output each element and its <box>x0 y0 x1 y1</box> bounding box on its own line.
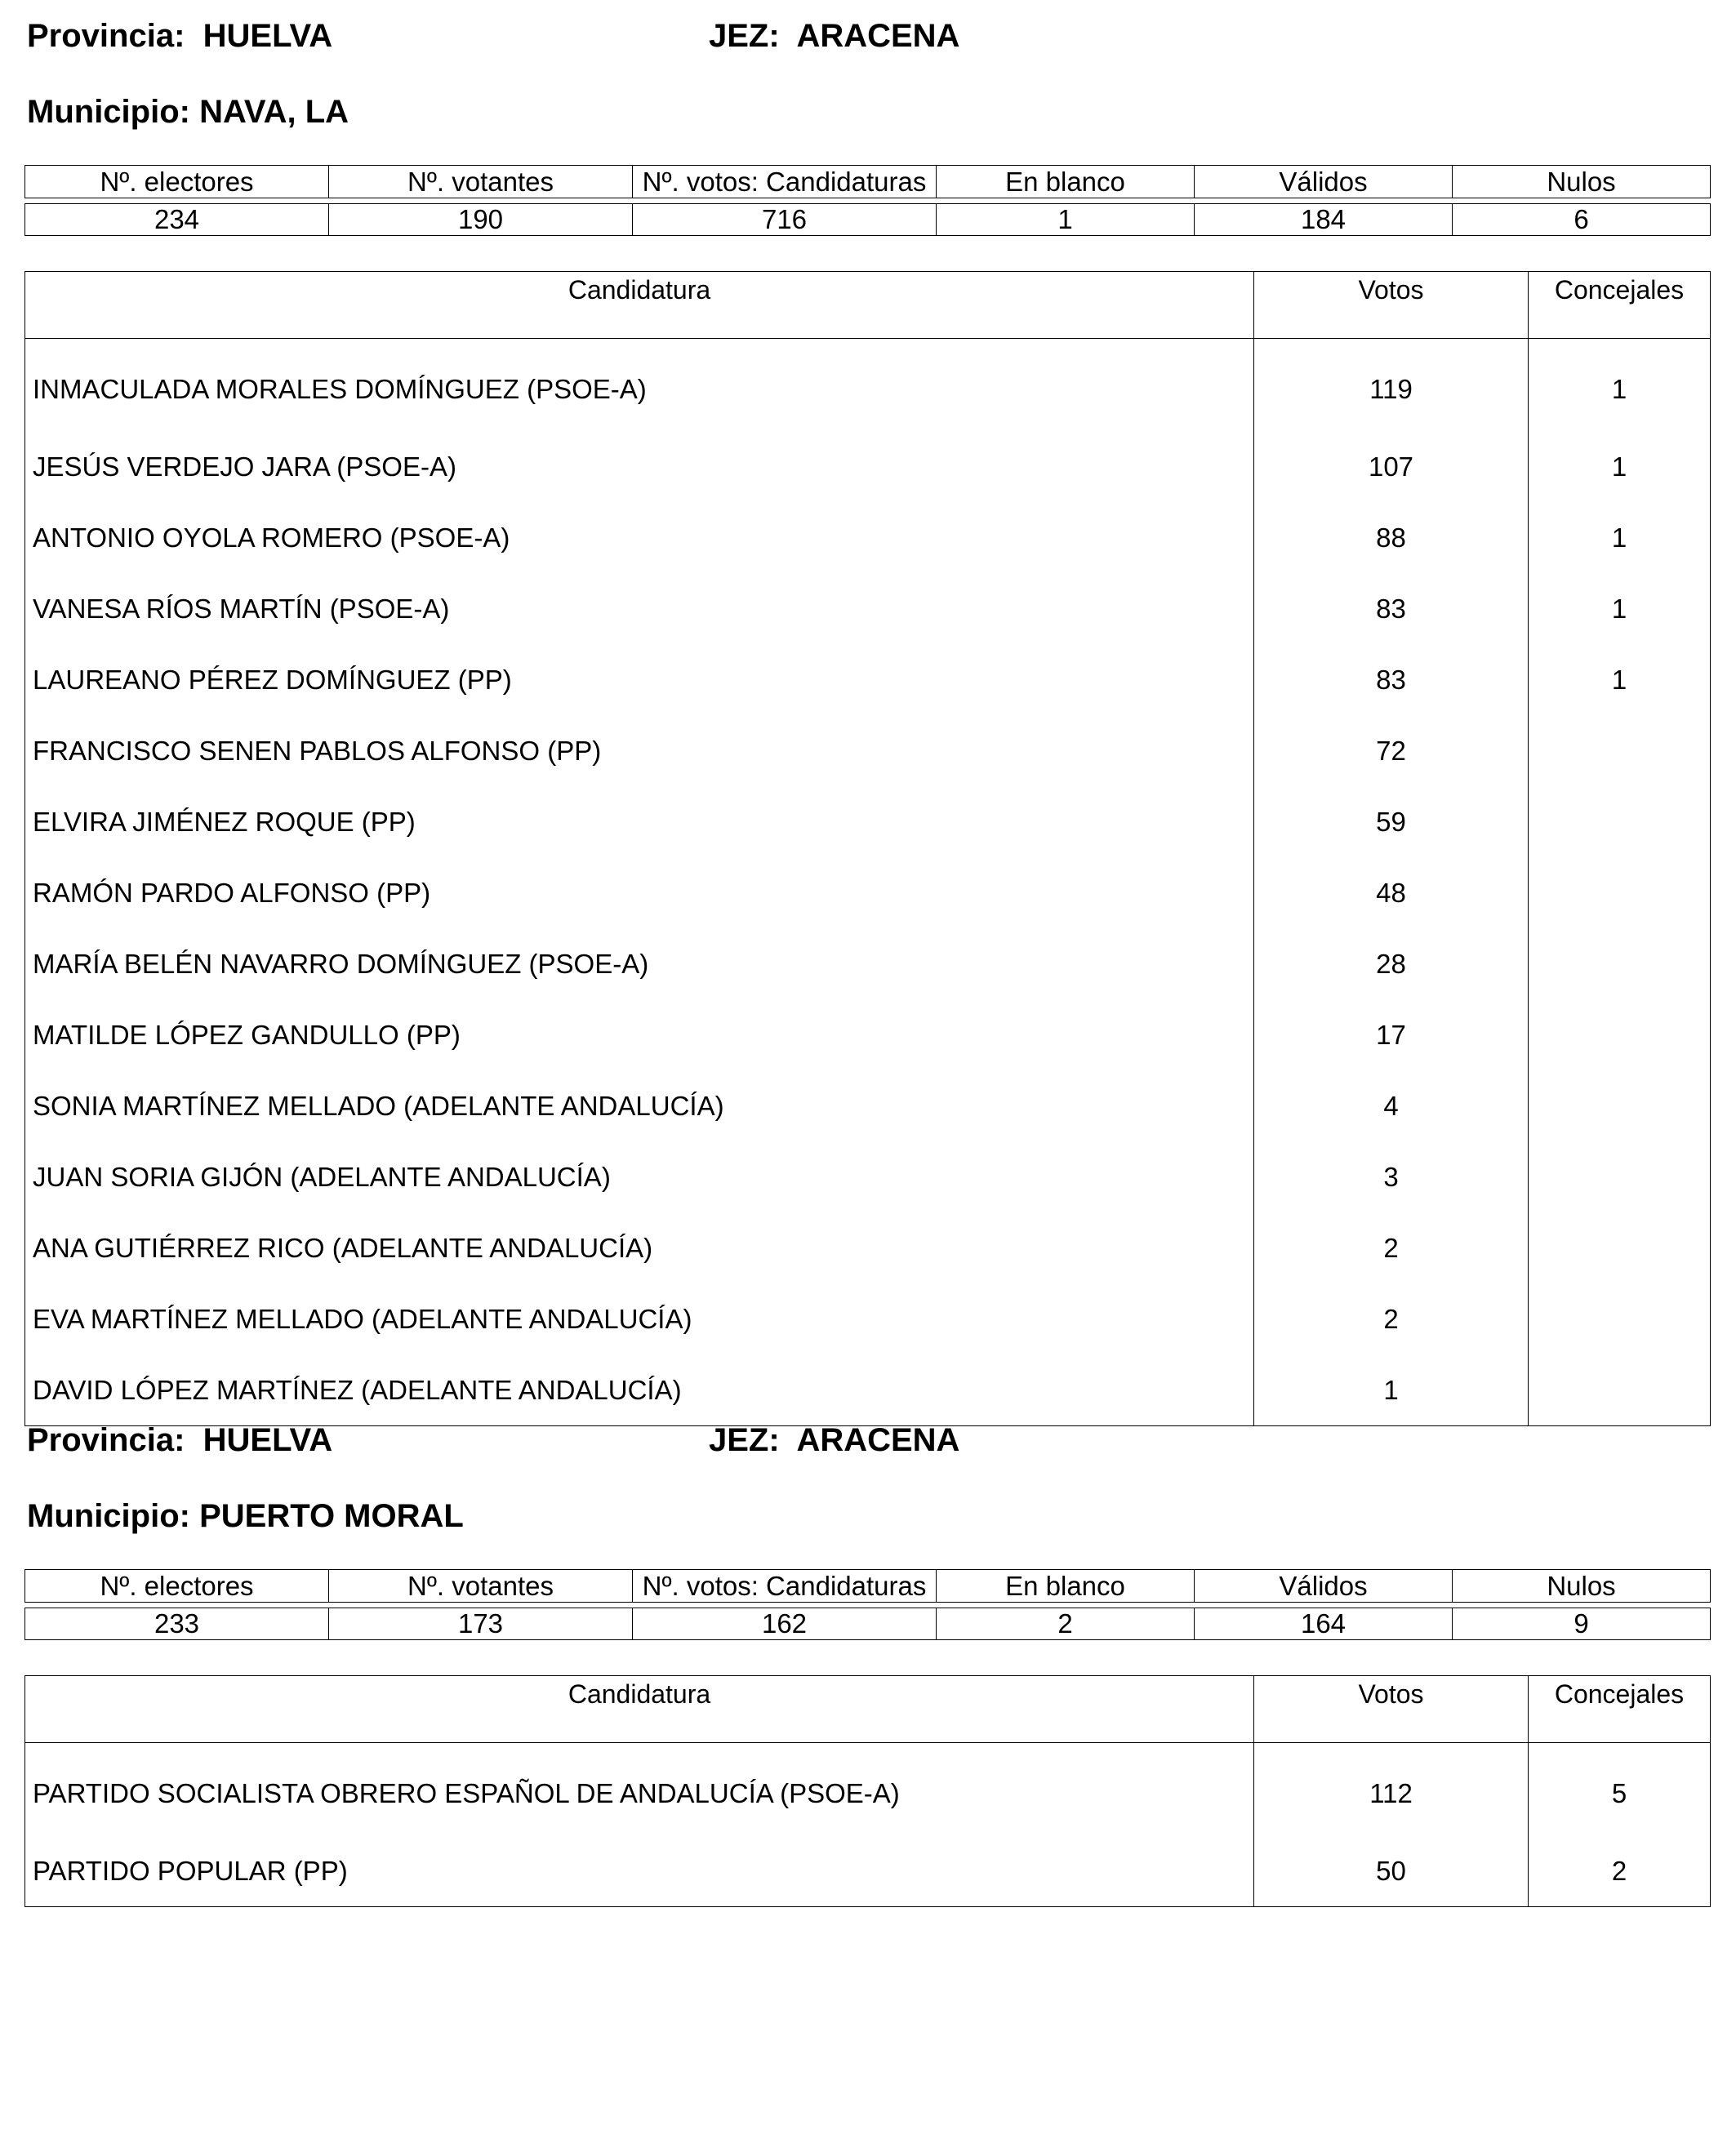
municipio-label: Municipio: <box>27 1498 190 1534</box>
stats-value-nulos: 6 <box>1453 204 1711 236</box>
stats-header-en-blanco: En blanco <box>937 166 1195 198</box>
table-row <box>25 1141 1711 1212</box>
candidate-concejales <box>1529 786 1711 857</box>
stats-header-electores: Nº. electores <box>25 1570 329 1603</box>
table-row <box>25 786 1711 857</box>
stats-value-en-blanco: 2 <box>937 1608 1195 1640</box>
table-row <box>25 1283 1711 1354</box>
provincia-label: Provincia: <box>27 18 185 54</box>
candidate-votos: 112 <box>1254 1743 1529 1836</box>
stats-header-votantes: Nº. votantes <box>329 1570 633 1603</box>
candidate-concejales: 1 <box>1529 431 1711 502</box>
candidate-votos: 83 <box>1254 644 1529 715</box>
candidate-name: ANA GUTIÉRREZ RICO (ADELANTE ANDALUCÍA) <box>25 1212 1254 1283</box>
stats-value-validos: 164 <box>1195 1608 1453 1640</box>
candidate-concejales: 1 <box>1529 339 1711 432</box>
municipio-value: PUERTO MORAL <box>199 1498 464 1534</box>
header-votos: Votos <box>1254 1676 1529 1743</box>
candidate-votos: 4 <box>1254 1070 1529 1141</box>
stats-value-votantes: 173 <box>329 1608 633 1640</box>
candidate-votos: 50 <box>1254 1835 1529 1907</box>
candidate-name: INMACULADA MORALES DOMÍNGUEZ (PSOE-A) <box>25 339 1254 432</box>
candidate-concejales <box>1529 1212 1711 1283</box>
table-row <box>25 715 1711 786</box>
candidate-name: JUAN SORIA GIJÓN (ADELANTE ANDALUCÍA) <box>25 1141 1254 1212</box>
candidate-concejales <box>1529 928 1711 999</box>
candidate-votos: 28 <box>1254 928 1529 999</box>
table-row <box>25 1212 1711 1283</box>
header-candidatura: Candidatura <box>25 272 1254 339</box>
provincia-value: HUELVA <box>203 18 333 54</box>
municipio-header <box>27 1498 464 1535</box>
stats-gap-cell <box>25 198 1711 204</box>
stats-value-votos-candidaturas: 162 <box>633 1608 937 1640</box>
candidate-name: PARTIDO SOCIALISTA OBRERO ESPAÑOL DE ANDALUCÍA (PSOE-A) <box>25 1743 1254 1836</box>
table-row <box>25 1070 1711 1141</box>
candidate-concejales: 1 <box>1529 502 1711 573</box>
stats-header-row <box>25 1570 1711 1603</box>
candidate-votos: 2 <box>1254 1283 1529 1354</box>
candidate-name: ELVIRA JIMÉNEZ ROQUE (PP) <box>25 786 1254 857</box>
header-votos: Votos <box>1254 272 1529 339</box>
header-concejales: Concejales <box>1529 272 1711 339</box>
candidate-concejales <box>1529 1283 1711 1354</box>
jez-header <box>709 18 959 55</box>
candidate-votos: 48 <box>1254 857 1529 928</box>
table-row <box>25 431 1711 502</box>
stats-value-nulos: 9 <box>1453 1608 1711 1640</box>
stats-header-en-blanco: En blanco <box>937 1570 1195 1603</box>
candidate-name: DAVID LÓPEZ MARTÍNEZ (ADELANTE ANDALUCÍA) <box>25 1354 1254 1426</box>
candidatura-table <box>24 1675 1711 1907</box>
candidate-name: SONIA MARTÍNEZ MELLADO (ADELANTE ANDALUCÍA) <box>25 1070 1254 1141</box>
municipio-section-puerto-moral <box>24 1404 1710 1894</box>
candidate-votos: 107 <box>1254 431 1529 502</box>
provincia-header <box>27 1422 332 1459</box>
table-row <box>25 928 1711 999</box>
municipio-section-nava-la <box>24 0 1710 1405</box>
candidate-concejales <box>1529 715 1711 786</box>
stats-value-electores: 233 <box>25 1608 329 1640</box>
stats-value-en-blanco: 1 <box>937 204 1195 236</box>
candidate-name: RAMÓN PARDO ALFONSO (PP) <box>25 857 1254 928</box>
candidate-votos: 72 <box>1254 715 1529 786</box>
header-concejales: Concejales <box>1529 1676 1711 1743</box>
candidate-votos: 119 <box>1254 339 1529 432</box>
table-row <box>25 573 1711 644</box>
candidate-votos: 2 <box>1254 1212 1529 1283</box>
table-row <box>25 502 1711 573</box>
candidate-votos: 83 <box>1254 573 1529 644</box>
stats-header-validos: Válidos <box>1195 166 1453 198</box>
stats-table <box>24 165 1711 236</box>
candidate-name: LAUREANO PÉREZ DOMÍNGUEZ (PP) <box>25 644 1254 715</box>
candidate-votos: 88 <box>1254 502 1529 573</box>
candidate-concejales <box>1529 999 1711 1070</box>
municipio-header <box>27 94 349 131</box>
candidate-name: ANTONIO OYOLA ROMERO (PSOE-A) <box>25 502 1254 573</box>
candidate-concejales <box>1529 1141 1711 1212</box>
table-row <box>25 1743 1711 1836</box>
stats-header-votos-candidaturas: Nº. votos: Candidaturas <box>633 1570 937 1603</box>
table-row <box>25 999 1711 1070</box>
stats-gap <box>25 198 1711 204</box>
jez-value: ARACENA <box>796 1422 960 1458</box>
stats-header-nulos: Nulos <box>1453 166 1711 198</box>
jez-label: JEZ: <box>709 1422 780 1458</box>
candidate-concejales: 5 <box>1529 1743 1711 1836</box>
candidate-votos: 1 <box>1254 1354 1529 1426</box>
provincia-header <box>27 18 332 55</box>
candidate-name: EVA MARTÍNEZ MELLADO (ADELANTE ANDALUCÍA) <box>25 1283 1254 1354</box>
stats-value-validos: 184 <box>1195 204 1453 236</box>
candidate-name: PARTIDO POPULAR (PP) <box>25 1835 1254 1907</box>
table-row <box>25 644 1711 715</box>
jez-value: ARACENA <box>796 18 960 54</box>
stats-header-votos-candidaturas: Nº. votos: Candidaturas <box>633 166 937 198</box>
stats-value-votos-candidaturas: 716 <box>633 204 937 236</box>
stats-value-row <box>25 1608 1711 1640</box>
candidatura-header-row <box>25 1676 1711 1743</box>
stats-header-validos: Válidos <box>1195 1570 1453 1603</box>
stats-table <box>24 1569 1711 1640</box>
candidate-name: MATILDE LÓPEZ GANDULLO (PP) <box>25 999 1254 1070</box>
table-row <box>25 339 1711 432</box>
stats-header-row <box>25 166 1711 198</box>
jez-header <box>709 1422 959 1459</box>
candidate-name: VANESA RÍOS MARTÍN (PSOE-A) <box>25 573 1254 644</box>
municipio-value: NAVA, LA <box>199 94 349 130</box>
stats-gap-cell <box>25 1603 1711 1608</box>
municipio-label: Municipio: <box>27 94 190 130</box>
candidate-concejales <box>1529 857 1711 928</box>
header-candidatura: Candidatura <box>25 1676 1254 1743</box>
table-row <box>25 857 1711 928</box>
candidate-votos: 17 <box>1254 999 1529 1070</box>
candidatura-header-row <box>25 272 1711 339</box>
candidate-votos: 3 <box>1254 1141 1529 1212</box>
stats-value-row <box>25 204 1711 236</box>
provincia-label: Provincia: <box>27 1422 185 1458</box>
stats-header-nulos: Nulos <box>1453 1570 1711 1603</box>
stats-header-votantes: Nº. votantes <box>329 166 633 198</box>
table-row <box>25 1835 1711 1907</box>
stats-value-electores: 234 <box>25 204 329 236</box>
candidate-concejales: 1 <box>1529 644 1711 715</box>
candidate-concejales <box>1529 1070 1711 1141</box>
provincia-value: HUELVA <box>203 1422 333 1458</box>
stats-value-votantes: 190 <box>329 204 633 236</box>
candidate-concejales: 2 <box>1529 1835 1711 1907</box>
candidate-name: MARÍA BELÉN NAVARRO DOMÍNGUEZ (PSOE-A) <box>25 928 1254 999</box>
stats-header-electores: Nº. electores <box>25 166 329 198</box>
candidate-votos: 59 <box>1254 786 1529 857</box>
stats-gap <box>25 1603 1711 1608</box>
candidate-name: JESÚS VERDEJO JARA (PSOE-A) <box>25 431 1254 502</box>
candidate-name: FRANCISCO SENEN PABLOS ALFONSO (PP) <box>25 715 1254 786</box>
jez-label: JEZ: <box>709 18 780 54</box>
candidate-concejales: 1 <box>1529 573 1711 644</box>
candidatura-table <box>24 271 1711 1426</box>
